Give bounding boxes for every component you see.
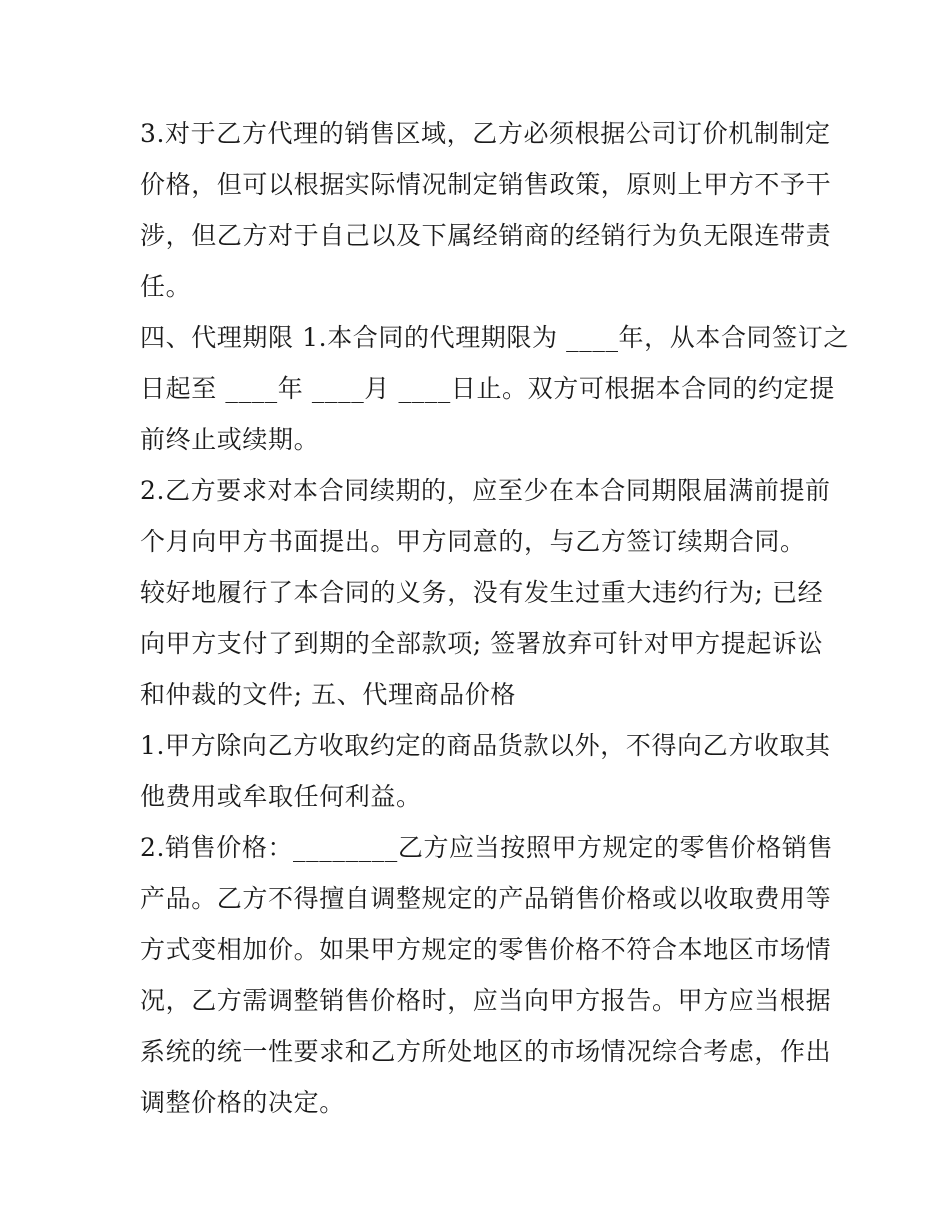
text-line: 1.甲方除向乙方收取约定的商品货款以外，不得向乙方收取其 (140, 731, 831, 760)
contract-body-text (140, 108, 849, 1128)
section-heading-line: 和仲裁的文件; 五、代理商品价格 (140, 680, 516, 709)
text-line: 2.销售价格：________乙方应当按照甲方规定的零售价格销售 (140, 833, 834, 862)
text-line: 向甲方支付了到期的全部款项; 签署放弃可针对甲方提起诉讼 (140, 629, 824, 658)
text-line: 2.乙方要求对本合同续期的，应至少在本合同期限届满前提前 (140, 476, 831, 505)
text-line: 系统的统一性要求和乙方所处地区的市场情况综合考虑，作出 (140, 1037, 832, 1066)
text-line: 价格，但可以根据实际情况制定销售政策，原则上甲方不予干 (140, 170, 832, 199)
text-line: 前终止或续期。 (140, 425, 320, 454)
text-line: 个月向甲方书面提出。甲方同意的，与乙方签订续期合同。 (140, 527, 806, 556)
text-line: 况，乙方需调整销售价格时，应当向甲方报告。甲方应当根据 (140, 986, 832, 1015)
text-line: 调整价格的决定。 (140, 1088, 345, 1117)
text-line: 产品。乙方不得擅自调整规定的产品销售价格或以收取费用等 (140, 884, 832, 913)
section-heading-line: 四、代理期限 1.本合同的代理期限为 ____年，从本合同签订之 (140, 323, 849, 352)
text-line: 方式变相加价。如果甲方规定的零售价格不符合本地区市场情 (140, 935, 832, 964)
text-line: 3.对于乙方代理的销售区域，乙方必须根据公司订价机制制定 (140, 119, 831, 148)
text-line: 涉，但乙方对于自己以及下属经销商的经销行为负无限连带责 (140, 221, 832, 250)
text-line: 较好地履行了本合同的义务，没有发生过重大违约行为; 已经 (140, 578, 824, 607)
text-line: 他费用或牟取任何利益。 (140, 782, 422, 811)
text-line: 任。 (140, 272, 192, 301)
text-line: 日起至 ____年 ____月 ____日止。双方可根据本合同的约定提 (140, 374, 835, 403)
